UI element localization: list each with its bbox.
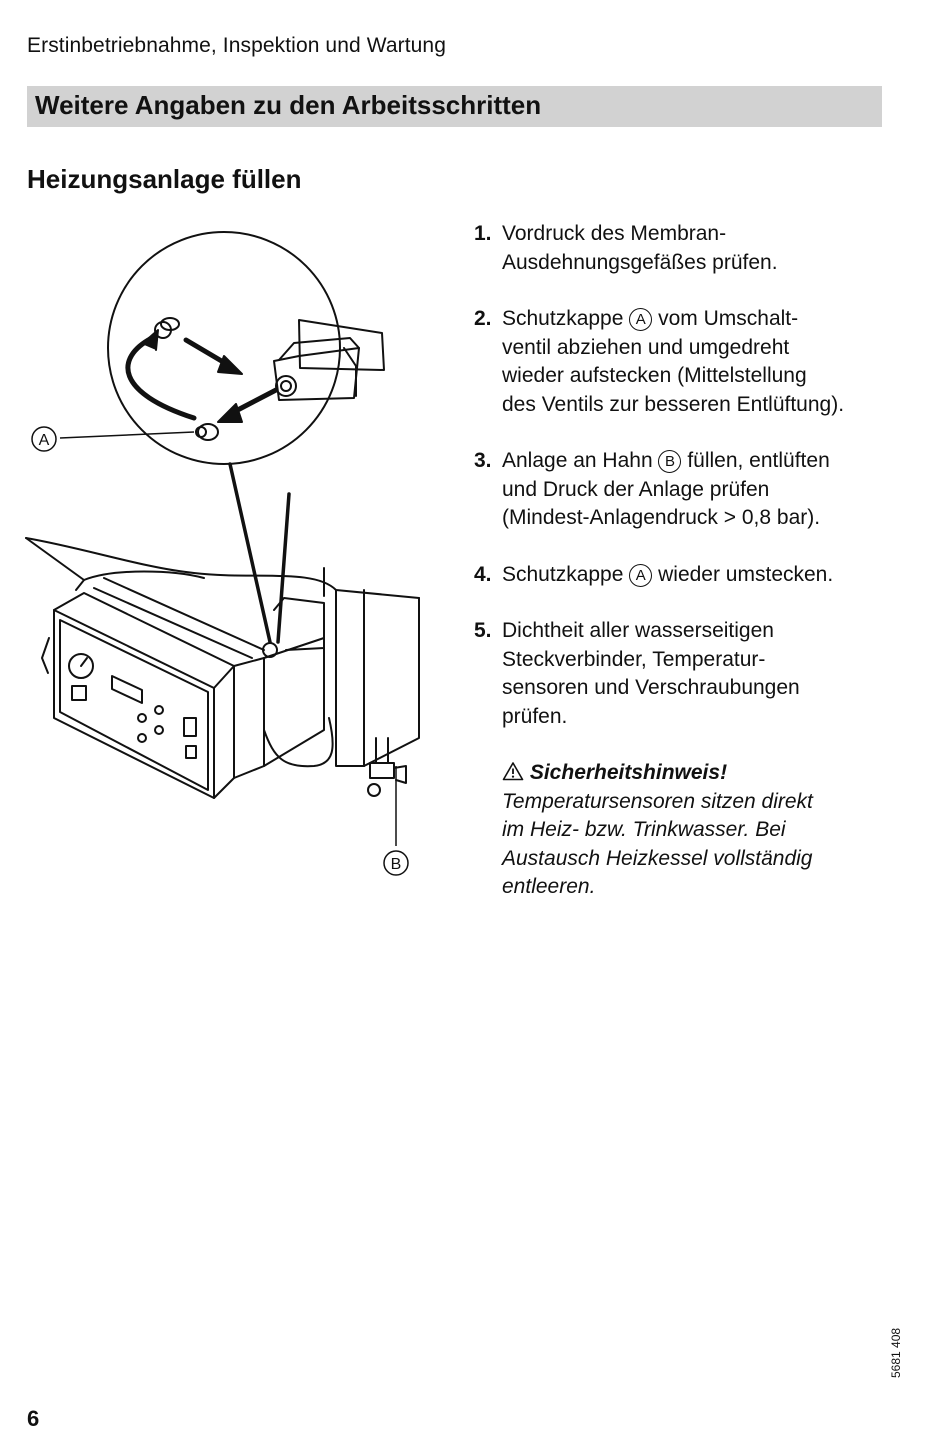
step-1	[474, 220, 894, 277]
step-number: 4.	[474, 562, 492, 586]
warning-title: Sicherheitshinweis!	[529, 761, 728, 784]
step-text-before: Schutzkappe	[502, 562, 624, 586]
warning-text: Temperatursensoren sitzen direkt im Heiz- bzw. Trinkwasser. Bei Austausch Heizkessel vollständig entleeren.	[502, 789, 813, 898]
step-text: Dichtheit aller wasserseitigen Steckverbinder, Temperatur- sensoren und Verschraubungen prüfen.	[502, 619, 800, 728]
safety-warning	[474, 759, 894, 902]
step-text: Vordruck des Membran- Ausdehnungsgefäßes prüfen.	[502, 222, 778, 274]
step-text-before: Schutzkappe	[502, 307, 624, 330]
step-2	[474, 305, 894, 419]
marker-a: A	[629, 308, 652, 331]
step-number: 1.	[474, 222, 492, 245]
step-text-after: füllen, entlüften und Druck der Anlage prüfen (Mindest-Anlagendruck > 0,8 bar).	[502, 449, 830, 529]
marker-a: A	[629, 564, 652, 587]
step-list	[474, 220, 894, 902]
page-number: 6	[27, 1406, 40, 1431]
boiler-illustration	[24, 218, 434, 888]
step-number: 3.	[474, 449, 492, 472]
section-title: Weitere Angaben zu den Arbeitsschritten	[35, 90, 542, 120]
step-5	[474, 617, 894, 731]
step-text-after: wieder umstecken.	[658, 562, 834, 586]
running-head: Erstinbetriebnahme, Inspektion und Wartung	[27, 34, 446, 57]
step-text-before: Anlage an Hahn	[502, 449, 653, 472]
subheading: Heizungsanlage füllen	[27, 164, 302, 194]
step-number: 5.	[474, 619, 492, 642]
label-b: B	[390, 856, 402, 873]
step-3	[474, 447, 894, 533]
warning-triangle-icon	[502, 761, 524, 781]
step-text-after: vom Umschalt- ventil abziehen und umgedreht wieder aufstecken (Mittelstellung des Ventils zur besseren Entlüftung).	[502, 307, 845, 416]
marker-b: B	[658, 450, 681, 473]
label-a: A	[38, 432, 50, 449]
section-header-bar	[27, 86, 882, 127]
step-number: 2.	[474, 307, 492, 330]
document-number: 5681 408	[889, 1327, 903, 1378]
step-4	[474, 561, 894, 590]
